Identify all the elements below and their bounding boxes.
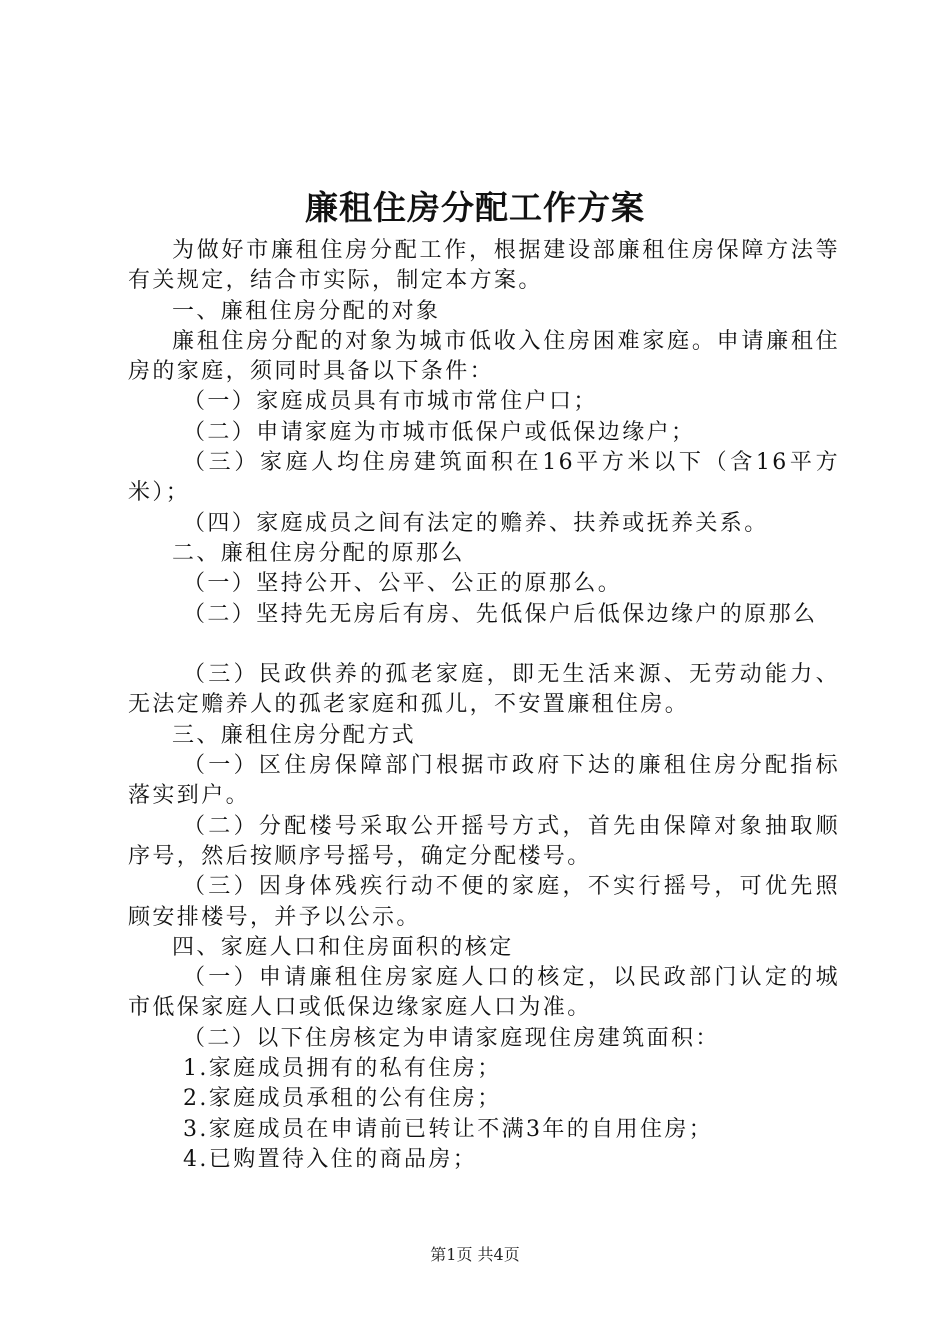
list-item: （二）以下住房核定为申请家庭现住房建筑面积： (183, 1025, 720, 1051)
paragraph: 廉租住房分配的对象为城市低收入住房困难家庭。申请廉租住房的家庭，须同时具备以下条件： (128, 328, 840, 385)
numbered-item: 3.家庭成员在申请前已转让不满3年的自用住房； (183, 1116, 714, 1142)
list-item: （二）分配楼号采取公开摇号方式，首先由保障对象抽取顺序号，然后按顺序号摇号，确定分配楼号。 (128, 813, 840, 869)
numbered-item: 1.家庭成员拥有的私有住房； (183, 1056, 502, 1082)
list-item: （四）家庭成员之间有法定的赡养、扶养或抚养关系。 (183, 510, 769, 536)
numbered-item: 2.家庭成员承租的公有住房； (183, 1086, 502, 1112)
page-number-footer: 第1页 共4页 (430, 1245, 520, 1264)
document-title: 廉租住房分配工作方案 (305, 188, 645, 227)
document-body (128, 236, 840, 1175)
list-item: （二）申请家庭为市城市低保户或低保边缘户； (183, 419, 696, 445)
section-heading-4: 四、家庭人口和住房面积的核定 (172, 934, 514, 960)
numbered-item: 4.已购置待入住的商品房； (183, 1146, 478, 1172)
list-item: （一）区住房保障部门根据市政府下达的廉租住房分配指标落实到户。 (128, 753, 840, 809)
list-item: （三）家庭人均住房建筑面积在16平方米以下（含16平方米）； (128, 450, 840, 506)
list-item: （一）家庭成员具有市城市常住户口； (183, 389, 598, 415)
list-item: （二）坚持先无房后有房、先低保户后低保边缘户的原那么 (183, 601, 818, 627)
list-item: （一）申请廉租住房家庭人口的核定，以民政部门认定的城市低保家庭人口或低保边缘家庭人口为准。 (128, 965, 840, 1021)
section-heading-2: 二、廉租住房分配的原那么 (172, 540, 465, 566)
section-heading-3: 三、廉租住房分配方式 (172, 722, 417, 748)
list-item: （一）坚持公开、公平、公正的原那么。 (183, 571, 623, 597)
list-item: （三）民政供养的孤老家庭，即无生活来源、无劳动能力、无法定赡养人的孤老家庭和孤儿，不安置廉租住房。 (128, 662, 840, 718)
intro-paragraph: 为做好市廉租住房分配工作，根据建设部廉租住房保障方法等有关规定，结合市实际，制定本方案。 (128, 238, 840, 294)
list-item: （三）因身体残疾行动不便的家庭，不实行摇号，可优先照顾安排楼号，并予以公示。 (128, 874, 840, 930)
section-heading-1: 一、廉租住房分配的对象 (172, 298, 441, 324)
